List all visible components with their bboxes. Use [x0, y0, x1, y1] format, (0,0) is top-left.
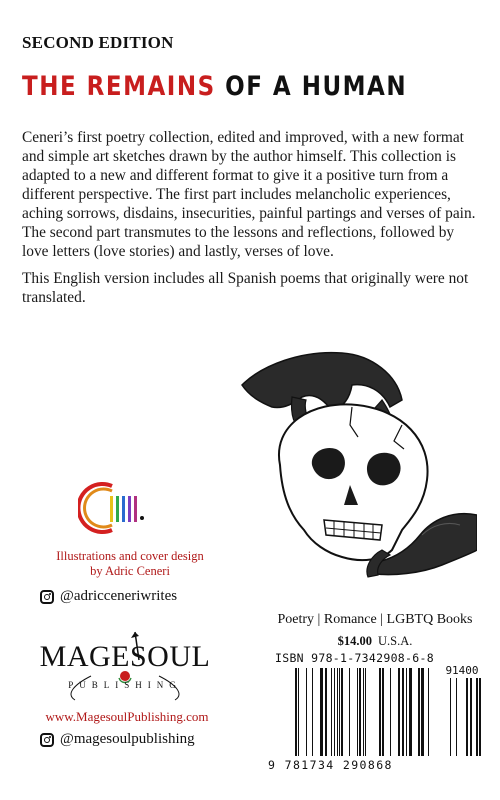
- barcode-bar: [409, 668, 412, 756]
- rainbow-ceneri-logo: [78, 478, 166, 538]
- barcode-bar: [331, 668, 332, 756]
- publisher-subtitle: PUBLISHING: [68, 680, 182, 690]
- barcode-bar: [325, 668, 327, 756]
- barcode-bar: [466, 678, 468, 756]
- barcode-bar: [479, 678, 481, 756]
- barcode-bar: [295, 668, 297, 756]
- barcode-bars: [274, 668, 434, 756]
- credit: [30, 549, 230, 579]
- barcode-bar: [298, 668, 299, 756]
- barcode-bar: [320, 668, 323, 756]
- barcode-bar: [406, 668, 407, 756]
- publisher-handle[interactable]: @magesoulpublishing: [60, 731, 195, 747]
- barcode-bar: [379, 668, 381, 756]
- author-handle[interactable]: @adricceneriwrites: [60, 588, 178, 604]
- publisher-brand: MAGESOUL: [39, 640, 211, 673]
- barcode: [268, 664, 486, 774]
- barcode-bar: [312, 668, 313, 756]
- magesoul-logo: [35, 630, 215, 706]
- credit-line-2: by Adric Ceneri: [90, 564, 170, 578]
- skull-hands-illustration: [232, 345, 477, 595]
- title-black-part: OF A HUMAN: [225, 72, 408, 102]
- price-region: U.S.A.: [377, 634, 413, 648]
- blurb-paragraph-2: This English version includes all Spanish poems that originally were not translated.: [22, 270, 469, 306]
- barcode-bar: [450, 678, 451, 756]
- blurb: [22, 128, 482, 315]
- addon-number: 91400: [445, 664, 479, 677]
- barcode-number: 9 781734 290868: [268, 758, 393, 772]
- barcode-bar: [456, 678, 457, 756]
- publisher-social[interactable]: [40, 731, 195, 748]
- barcode-bar: [365, 668, 366, 756]
- edition-label: SECOND EDITION: [22, 33, 174, 52]
- barcode-bar: [341, 668, 343, 756]
- addon-barcode-bars: [436, 678, 486, 756]
- barcode-bar: [476, 678, 478, 756]
- barcode-bar: [398, 668, 400, 756]
- barcode-bar: [418, 668, 420, 756]
- barcode-bar: [390, 668, 391, 756]
- book-title: [22, 72, 407, 102]
- barcode-bar: [359, 668, 361, 756]
- barcode-bar: [421, 668, 424, 756]
- barcode-bar: [349, 668, 350, 756]
- credit-line-1: Illustrations and cover design: [56, 549, 204, 563]
- barcode-bar: [402, 668, 404, 756]
- barcode-bar: [337, 668, 338, 756]
- blurb-paragraph-1: Ceneri’s first poetry collection, edited and improved, with a new format and simple art sketches drawn by the author himself. This collection is adapted to a new and different format to give it a positive turn from a different perspective. The first part includes melancholic experiences, aching sorrows, disdains, insecurities, painful partings and verses of pain. The second part transmutes to the lessons and reflections, followed by love letters (love stories) and lastly, verses of love.: [22, 129, 476, 260]
- price-line: [300, 634, 450, 649]
- barcode-bar: [470, 678, 472, 756]
- title-red-part: THE REMAINS: [22, 72, 216, 102]
- publisher-website[interactable]: www.MagesoulPublishing.com: [45, 709, 209, 724]
- barcode-bar: [363, 668, 364, 756]
- barcode-bar: [306, 668, 307, 756]
- barcode-bar: [357, 668, 358, 756]
- barcode-bar: [339, 668, 340, 756]
- author-social[interactable]: [40, 588, 177, 605]
- genres: Poetry | Romance | LGBTQ Books: [277, 612, 473, 627]
- barcode-bar: [334, 668, 335, 756]
- barcode-bar: [428, 668, 429, 756]
- instagram-icon: [40, 733, 54, 747]
- price-value: $14.00: [337, 634, 372, 648]
- instagram-icon: [40, 590, 54, 604]
- isbn-text: ISBN 978-1-7342908-6-8: [275, 651, 434, 665]
- barcode-bar: [382, 668, 384, 756]
